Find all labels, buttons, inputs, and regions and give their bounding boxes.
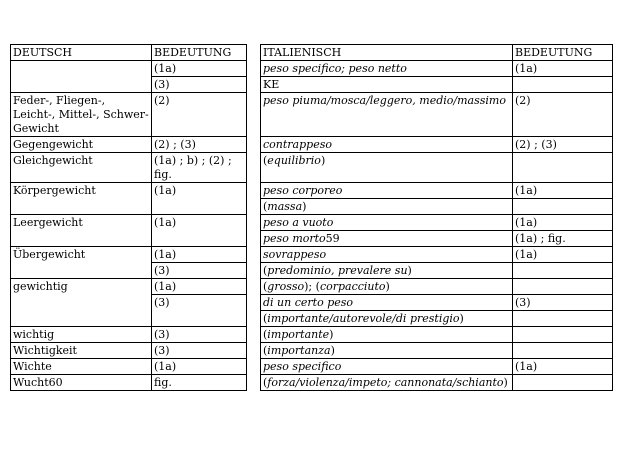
bedeutung-de-cell: (1a) bbox=[152, 247, 247, 263]
bedeutung-it-cell bbox=[513, 199, 613, 215]
bedeutung-de-cell: (1a) ; b) ; (2) ; fig. bbox=[152, 153, 247, 183]
bedeutung-it-cell: (3) bbox=[513, 295, 613, 311]
italienisch-cell: (predominio, prevalere su) bbox=[261, 263, 513, 279]
header-row bbox=[11, 45, 613, 61]
table-row bbox=[11, 343, 613, 359]
deutsch-cell: wichtig bbox=[11, 327, 152, 343]
bedeutung-it-cell: (1a) bbox=[513, 359, 613, 375]
italienisch-cell: peso morto59 bbox=[261, 231, 513, 247]
header-bedeutung-de: BEDEUTUNG bbox=[152, 45, 247, 61]
table-row bbox=[11, 327, 613, 343]
table-row bbox=[11, 93, 613, 137]
dictionary-table bbox=[10, 44, 613, 391]
table-row bbox=[11, 215, 613, 231]
italienisch-cell: di un certo peso bbox=[261, 295, 513, 311]
bedeutung-de-cell: (2) ; (3) bbox=[152, 137, 247, 153]
bedeutung-it-cell: (1a) bbox=[513, 215, 613, 231]
deutsch-cell: Übergewicht bbox=[11, 247, 152, 279]
table-row bbox=[11, 359, 613, 375]
header-deutsch: DEUTSCH bbox=[11, 45, 152, 61]
bedeutung-de-cell: (1a) bbox=[152, 359, 247, 375]
bedeutung-it-cell: (1a) bbox=[513, 61, 613, 77]
bedeutung-de-cell: (3) bbox=[152, 327, 247, 343]
italienisch-cell: peso specifico bbox=[261, 359, 513, 375]
deutsch-cell: Wucht60 bbox=[11, 375, 152, 391]
bedeutung-it-cell bbox=[513, 343, 613, 359]
table-row bbox=[11, 153, 613, 183]
deutsch-cell: Feder-, Fliegen-, Leicht-, Mittel-, Schwer-Gewicht bbox=[11, 93, 152, 137]
bedeutung-it-cell: (1a) bbox=[513, 247, 613, 263]
deutsch-cell: Gleichgewicht bbox=[11, 153, 152, 183]
italienisch-cell: peso a vuoto bbox=[261, 215, 513, 231]
italienisch-cell: (grosso); (corpacciuto) bbox=[261, 279, 513, 295]
italienisch-cell: peso corporeo bbox=[261, 183, 513, 199]
italienisch-cell: sovrappeso bbox=[261, 247, 513, 263]
bedeutung-de-cell: (3) bbox=[152, 295, 247, 327]
italienisch-cell: (equilibrio) bbox=[261, 153, 513, 183]
italienisch-cell: (forza/violenza/impeto; cannonata/schianto) bbox=[261, 375, 513, 391]
table-row bbox=[11, 375, 613, 391]
bedeutung-de-cell: (3) bbox=[152, 343, 247, 359]
deutsch-cell: Körpergewicht bbox=[11, 183, 152, 215]
bedeutung-it-cell bbox=[513, 311, 613, 327]
bedeutung-de-cell: (2) bbox=[152, 93, 247, 137]
bedeutung-it-cell: (2) bbox=[513, 93, 613, 137]
deutsch-cell bbox=[11, 61, 152, 93]
italienisch-cell: contrappeso bbox=[261, 137, 513, 153]
bedeutung-de-cell: (1a) bbox=[152, 61, 247, 77]
deutsch-cell: Wichte bbox=[11, 359, 152, 375]
bedeutung-it-cell bbox=[513, 279, 613, 295]
italienisch-cell: (importante) bbox=[261, 327, 513, 343]
bedeutung-it-cell: (1a) ; fig. bbox=[513, 231, 613, 247]
bedeutung-de-cell: (1a) bbox=[152, 279, 247, 295]
table-row bbox=[11, 137, 613, 153]
bedeutung-it-cell: (2) ; (3) bbox=[513, 137, 613, 153]
table-row bbox=[11, 61, 613, 77]
header-bedeutung-it: BEDEUTUNG bbox=[513, 45, 613, 61]
bedeutung-it-cell bbox=[513, 263, 613, 279]
bedeutung-it-cell bbox=[513, 327, 613, 343]
bedeutung-de-cell: (1a) bbox=[152, 215, 247, 247]
table-row bbox=[11, 279, 613, 295]
italienisch-cell: (importante/autorevole/di prestigio) bbox=[261, 311, 513, 327]
deutsch-cell: Wichtigkeit bbox=[11, 343, 152, 359]
bedeutung-de-cell: (3) bbox=[152, 77, 247, 93]
table-row bbox=[11, 183, 613, 199]
italienisch-cell: (massa) bbox=[261, 199, 513, 215]
bedeutung-it-cell bbox=[513, 77, 613, 93]
bedeutung-de-cell: (3) bbox=[152, 263, 247, 279]
italienisch-cell: (importanza) bbox=[261, 343, 513, 359]
bedeutung-de-cell: fig. bbox=[152, 375, 247, 391]
italienisch-cell: peso piuma/mosca/leggero, medio/massimo bbox=[261, 93, 513, 137]
header-italienisch: ITALIENISCH bbox=[261, 45, 513, 61]
italienisch-cell: KE bbox=[261, 77, 513, 93]
deutsch-cell: gewichtig bbox=[11, 279, 152, 327]
bedeutung-it-cell: (1a) bbox=[513, 183, 613, 199]
bedeutung-it-cell bbox=[513, 153, 613, 183]
italienisch-cell: peso specifico; peso netto bbox=[261, 61, 513, 77]
table-row bbox=[11, 247, 613, 263]
deutsch-cell: Gegengewicht bbox=[11, 137, 152, 153]
bedeutung-it-cell bbox=[513, 375, 613, 391]
deutsch-cell: Leergewicht bbox=[11, 215, 152, 247]
bedeutung-de-cell: (1a) bbox=[152, 183, 247, 215]
